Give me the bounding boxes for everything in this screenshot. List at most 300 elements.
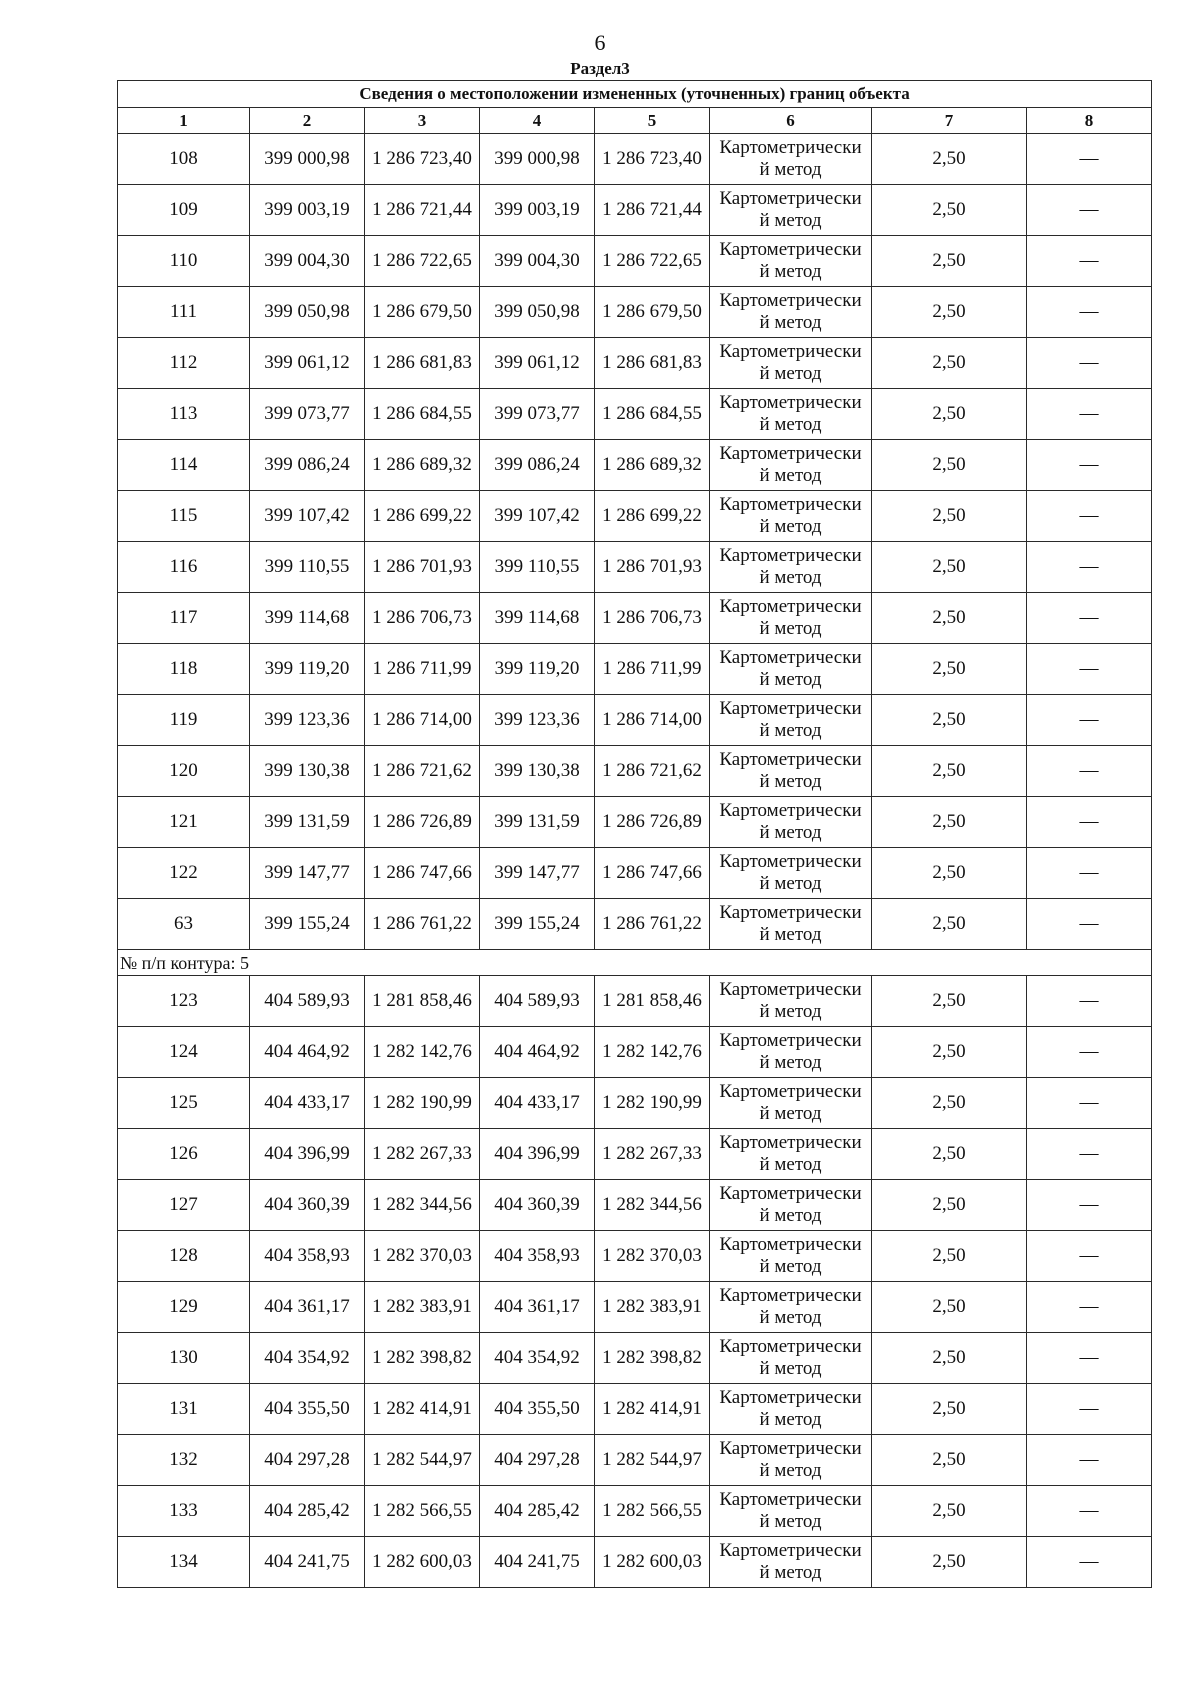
method-line-1: Картометрически	[719, 1336, 862, 1357]
table-row	[118, 1384, 1152, 1435]
accuracy-cell: 2,50	[872, 542, 1027, 593]
method-cell	[710, 1078, 872, 1129]
table-row	[118, 593, 1152, 644]
contour-label: № п/п контура: 5	[118, 950, 1152, 976]
method-line-1: Картометрически	[719, 1438, 862, 1459]
y-existing-cell: 1 282 544,97	[365, 1435, 480, 1486]
y-existing-cell: 1 282 383,91	[365, 1282, 480, 1333]
note-cell: —	[1027, 491, 1152, 542]
accuracy-cell: 2,50	[872, 440, 1027, 491]
table-row	[118, 491, 1152, 542]
accuracy-cell: 2,50	[872, 134, 1027, 185]
y-refined-cell: 1 282 370,03	[595, 1231, 710, 1282]
accuracy-cell: 2,50	[872, 593, 1027, 644]
table-row	[118, 134, 1152, 185]
x-refined-cell: 399 110,55	[480, 542, 595, 593]
method-line-2: й метод	[759, 924, 822, 945]
method-cell	[710, 644, 872, 695]
note-cell: —	[1027, 1435, 1152, 1486]
y-refined-cell: 1 286 721,44	[595, 185, 710, 236]
note-cell: —	[1027, 1231, 1152, 1282]
y-refined-cell: 1 286 747,66	[595, 848, 710, 899]
method-line-1: Картометрически	[719, 749, 862, 770]
method-line-1: Картометрически	[719, 1540, 862, 1561]
x-existing-cell: 404 433,17	[250, 1078, 365, 1129]
method-line-2: й метод	[759, 669, 822, 690]
method-line-1: Картометрически	[719, 1030, 862, 1051]
accuracy-cell: 2,50	[872, 1486, 1027, 1537]
method-line-1: Картометрически	[719, 698, 862, 719]
x-refined-cell: 404 355,50	[480, 1384, 595, 1435]
method-line-1: Картометрически	[719, 800, 862, 821]
section-title: Раздел3	[570, 59, 630, 78]
contour-group-1	[118, 134, 1152, 950]
accuracy-cell: 2,50	[872, 389, 1027, 440]
note-cell: —	[1027, 1129, 1152, 1180]
note-cell: —	[1027, 848, 1152, 899]
column-header: 1	[118, 108, 250, 134]
point-number-cell: 112	[118, 338, 250, 389]
method-cell	[710, 338, 872, 389]
method-line-2: й метод	[759, 159, 822, 180]
note-cell: —	[1027, 1078, 1152, 1129]
note-cell: —	[1027, 185, 1152, 236]
method-cell	[710, 542, 872, 593]
method-cell	[710, 1027, 872, 1078]
accuracy-cell: 2,50	[872, 287, 1027, 338]
method-line-1: Картометрически	[719, 979, 862, 1000]
note-cell: —	[1027, 976, 1152, 1027]
x-refined-cell: 399 073,77	[480, 389, 595, 440]
method-line-2: й метод	[759, 873, 822, 894]
point-number-cell: 109	[118, 185, 250, 236]
point-number-cell: 115	[118, 491, 250, 542]
y-existing-cell: 1 282 344,56	[365, 1180, 480, 1231]
accuracy-cell: 2,50	[872, 185, 1027, 236]
note-cell: —	[1027, 593, 1152, 644]
y-existing-cell: 1 286 723,40	[365, 134, 480, 185]
x-existing-cell: 404 241,75	[250, 1537, 365, 1588]
method-line-2: й метод	[759, 312, 822, 333]
column-header: 6	[710, 108, 872, 134]
table-row	[118, 899, 1152, 950]
method-line-1: Картометрически	[719, 443, 862, 464]
point-number-cell: 63	[118, 899, 250, 950]
method-line-1: Картометрически	[719, 494, 862, 515]
point-number-cell: 133	[118, 1486, 250, 1537]
note-cell: —	[1027, 1333, 1152, 1384]
y-refined-cell: 1 282 600,03	[595, 1537, 710, 1588]
y-existing-cell: 1 286 699,22	[365, 491, 480, 542]
method-line-2: й метод	[759, 1103, 822, 1124]
y-refined-cell: 1 286 714,00	[595, 695, 710, 746]
method-cell	[710, 134, 872, 185]
point-number-cell: 122	[118, 848, 250, 899]
y-existing-cell: 1 286 714,00	[365, 695, 480, 746]
y-refined-cell: 1 282 544,97	[595, 1435, 710, 1486]
x-refined-cell: 404 589,93	[480, 976, 595, 1027]
y-refined-cell: 1 286 689,32	[595, 440, 710, 491]
column-header-row	[118, 108, 1152, 134]
table-row	[118, 1078, 1152, 1129]
point-number-cell: 125	[118, 1078, 250, 1129]
table-row	[118, 1129, 1152, 1180]
accuracy-cell: 2,50	[872, 1435, 1027, 1486]
method-cell	[710, 899, 872, 950]
note-cell: —	[1027, 440, 1152, 491]
y-existing-cell: 1 286 726,89	[365, 797, 480, 848]
accuracy-cell: 2,50	[872, 1180, 1027, 1231]
accuracy-cell: 2,50	[872, 491, 1027, 542]
x-refined-cell: 404 433,17	[480, 1078, 595, 1129]
accuracy-cell: 2,50	[872, 1333, 1027, 1384]
accuracy-cell: 2,50	[872, 236, 1027, 287]
contour-row	[118, 950, 1152, 976]
method-line-1: Картометрически	[719, 137, 862, 158]
y-existing-cell: 1 286 679,50	[365, 287, 480, 338]
x-existing-cell: 404 360,39	[250, 1180, 365, 1231]
y-existing-cell: 1 286 681,83	[365, 338, 480, 389]
table-row	[118, 746, 1152, 797]
table-row	[118, 695, 1152, 746]
x-refined-cell: 404 354,92	[480, 1333, 595, 1384]
x-existing-cell: 399 004,30	[250, 236, 365, 287]
y-existing-cell: 1 286 747,66	[365, 848, 480, 899]
method-line-1: Картометрически	[719, 1387, 862, 1408]
method-cell	[710, 746, 872, 797]
point-number-cell: 117	[118, 593, 250, 644]
point-number-cell: 116	[118, 542, 250, 593]
note-cell: —	[1027, 134, 1152, 185]
y-refined-cell: 1 286 684,55	[595, 389, 710, 440]
x-existing-cell: 404 285,42	[250, 1486, 365, 1537]
x-existing-cell: 399 131,59	[250, 797, 365, 848]
y-existing-cell: 1 282 267,33	[365, 1129, 480, 1180]
x-refined-cell: 404 396,99	[480, 1129, 595, 1180]
y-existing-cell: 1 282 142,76	[365, 1027, 480, 1078]
method-line-2: й метод	[759, 1154, 822, 1175]
x-refined-cell: 399 114,68	[480, 593, 595, 644]
y-refined-cell: 1 282 344,56	[595, 1180, 710, 1231]
method-line-2: й метод	[759, 1358, 822, 1379]
y-existing-cell: 1 282 370,03	[365, 1231, 480, 1282]
table-row	[118, 1180, 1152, 1231]
method-line-1: Картометрически	[719, 545, 862, 566]
x-existing-cell: 404 355,50	[250, 1384, 365, 1435]
x-refined-cell: 399 119,20	[480, 644, 595, 695]
table-row	[118, 287, 1152, 338]
x-existing-cell: 399 155,24	[250, 899, 365, 950]
y-refined-cell: 1 286 681,83	[595, 338, 710, 389]
y-refined-cell: 1 286 761,22	[595, 899, 710, 950]
note-cell: —	[1027, 542, 1152, 593]
x-existing-cell: 399 086,24	[250, 440, 365, 491]
method-cell	[710, 236, 872, 287]
table-row	[118, 1435, 1152, 1486]
x-refined-cell: 399 000,98	[480, 134, 595, 185]
method-cell	[710, 1486, 872, 1537]
note-cell: —	[1027, 1486, 1152, 1537]
note-cell: —	[1027, 1180, 1152, 1231]
table-row	[118, 440, 1152, 491]
coordinates-table	[117, 80, 1152, 1588]
method-cell	[710, 389, 872, 440]
point-number-cell: 110	[118, 236, 250, 287]
table-row	[118, 1231, 1152, 1282]
column-header: 4	[480, 108, 595, 134]
method-cell	[710, 848, 872, 899]
x-existing-cell: 399 110,55	[250, 542, 365, 593]
y-existing-cell: 1 286 689,32	[365, 440, 480, 491]
y-existing-cell: 1 282 414,91	[365, 1384, 480, 1435]
x-existing-cell: 399 050,98	[250, 287, 365, 338]
method-cell	[710, 797, 872, 848]
method-line-2: й метод	[759, 618, 822, 639]
method-line-1: Картометрически	[719, 188, 862, 209]
point-number-cell: 129	[118, 1282, 250, 1333]
y-refined-cell: 1 282 414,91	[595, 1384, 710, 1435]
note-cell: —	[1027, 338, 1152, 389]
point-number-cell: 113	[118, 389, 250, 440]
method-line-1: Картометрически	[719, 596, 862, 617]
x-refined-cell: 399 147,77	[480, 848, 595, 899]
accuracy-cell: 2,50	[872, 1537, 1027, 1588]
note-cell: —	[1027, 746, 1152, 797]
x-existing-cell: 399 147,77	[250, 848, 365, 899]
y-existing-cell: 1 286 701,93	[365, 542, 480, 593]
x-refined-cell: 404 358,93	[480, 1231, 595, 1282]
method-line-1: Картометрически	[719, 1489, 862, 1510]
x-refined-cell: 404 360,39	[480, 1180, 595, 1231]
y-existing-cell: 1 286 761,22	[365, 899, 480, 950]
point-number-cell: 124	[118, 1027, 250, 1078]
x-existing-cell: 399 107,42	[250, 491, 365, 542]
y-existing-cell: 1 286 721,62	[365, 746, 480, 797]
y-existing-cell: 1 286 721,44	[365, 185, 480, 236]
method-line-2: й метод	[759, 822, 822, 843]
method-line-1: Картометрически	[719, 902, 862, 923]
note-cell: —	[1027, 1384, 1152, 1435]
method-cell	[710, 1537, 872, 1588]
y-refined-cell: 1 286 699,22	[595, 491, 710, 542]
accuracy-cell: 2,50	[872, 797, 1027, 848]
accuracy-cell: 2,50	[872, 338, 1027, 389]
column-header: 8	[1027, 108, 1152, 134]
table-row	[118, 185, 1152, 236]
method-line-2: й метод	[759, 1409, 822, 1430]
y-refined-cell: 1 282 190,99	[595, 1078, 710, 1129]
y-existing-cell: 1 286 706,73	[365, 593, 480, 644]
accuracy-cell: 2,50	[872, 695, 1027, 746]
note-cell: —	[1027, 899, 1152, 950]
y-refined-cell: 1 286 721,62	[595, 746, 710, 797]
method-line-2: й метод	[759, 1562, 822, 1583]
x-refined-cell: 399 131,59	[480, 797, 595, 848]
x-refined-cell: 399 130,38	[480, 746, 595, 797]
method-line-1: Картометрически	[719, 290, 862, 311]
accuracy-cell: 2,50	[872, 899, 1027, 950]
note-cell: —	[1027, 1027, 1152, 1078]
point-number-cell: 118	[118, 644, 250, 695]
accuracy-cell: 2,50	[872, 1129, 1027, 1180]
point-number-cell: 131	[118, 1384, 250, 1435]
table-row	[118, 1333, 1152, 1384]
table-row	[118, 1537, 1152, 1588]
table-row	[118, 976, 1152, 1027]
y-refined-cell: 1 286 711,99	[595, 644, 710, 695]
y-existing-cell: 1 286 684,55	[365, 389, 480, 440]
y-existing-cell: 1 281 858,46	[365, 976, 480, 1027]
x-existing-cell: 399 114,68	[250, 593, 365, 644]
method-line-2: й метод	[759, 1256, 822, 1277]
column-header: 7	[872, 108, 1027, 134]
accuracy-cell: 2,50	[872, 1231, 1027, 1282]
method-line-2: й метод	[759, 465, 822, 486]
note-cell: —	[1027, 287, 1152, 338]
x-existing-cell: 399 073,77	[250, 389, 365, 440]
accuracy-cell: 2,50	[872, 848, 1027, 899]
note-cell: —	[1027, 236, 1152, 287]
point-number-cell: 119	[118, 695, 250, 746]
method-cell	[710, 1231, 872, 1282]
method-cell	[710, 976, 872, 1027]
method-line-2: й метод	[759, 516, 822, 537]
method-cell	[710, 1435, 872, 1486]
table-row	[118, 644, 1152, 695]
x-existing-cell: 404 464,92	[250, 1027, 365, 1078]
y-existing-cell: 1 286 711,99	[365, 644, 480, 695]
y-refined-cell: 1 282 267,33	[595, 1129, 710, 1180]
x-refined-cell: 399 050,98	[480, 287, 595, 338]
accuracy-cell: 2,50	[872, 1027, 1027, 1078]
table-row	[118, 797, 1152, 848]
y-refined-cell: 1 286 701,93	[595, 542, 710, 593]
x-existing-cell: 404 297,28	[250, 1435, 365, 1486]
method-cell	[710, 1384, 872, 1435]
method-cell	[710, 1282, 872, 1333]
method-cell	[710, 1129, 872, 1180]
method-line-1: Картометрически	[719, 239, 862, 260]
point-number-cell: 123	[118, 976, 250, 1027]
table-row	[118, 848, 1152, 899]
point-number-cell: 114	[118, 440, 250, 491]
x-refined-cell: 399 155,24	[480, 899, 595, 950]
y-refined-cell: 1 286 679,50	[595, 287, 710, 338]
column-header: 2	[250, 108, 365, 134]
x-refined-cell: 404 361,17	[480, 1282, 595, 1333]
point-number-cell: 111	[118, 287, 250, 338]
point-number-cell: 121	[118, 797, 250, 848]
point-number-cell: 120	[118, 746, 250, 797]
x-refined-cell: 399 003,19	[480, 185, 595, 236]
note-cell: —	[1027, 797, 1152, 848]
accuracy-cell: 2,50	[872, 976, 1027, 1027]
accuracy-cell: 2,50	[872, 1078, 1027, 1129]
point-number-cell: 127	[118, 1180, 250, 1231]
table-row	[118, 389, 1152, 440]
point-number-cell: 128	[118, 1231, 250, 1282]
x-existing-cell: 399 123,36	[250, 695, 365, 746]
method-line-2: й метод	[759, 261, 822, 282]
point-number-cell: 126	[118, 1129, 250, 1180]
accuracy-cell: 2,50	[872, 746, 1027, 797]
note-cell: —	[1027, 695, 1152, 746]
method-line-2: й метод	[759, 363, 822, 384]
method-line-2: й метод	[759, 567, 822, 588]
y-refined-cell: 1 286 722,65	[595, 236, 710, 287]
method-line-2: й метод	[759, 414, 822, 435]
note-cell: —	[1027, 644, 1152, 695]
method-line-2: й метод	[759, 1460, 822, 1481]
method-cell	[710, 1333, 872, 1384]
method-line-2: й метод	[759, 210, 822, 231]
contour-group-2	[118, 976, 1152, 1588]
method-line-1: Картометрически	[719, 392, 862, 413]
method-line-1: Картометрически	[719, 647, 862, 668]
table-row	[118, 236, 1152, 287]
x-refined-cell: 399 061,12	[480, 338, 595, 389]
x-refined-cell: 399 086,24	[480, 440, 595, 491]
method-line-1: Картометрически	[719, 1234, 862, 1255]
y-refined-cell: 1 282 142,76	[595, 1027, 710, 1078]
x-existing-cell: 399 061,12	[250, 338, 365, 389]
x-refined-cell: 399 123,36	[480, 695, 595, 746]
method-cell	[710, 491, 872, 542]
accuracy-cell: 2,50	[872, 1282, 1027, 1333]
method-cell	[710, 185, 872, 236]
method-line-1: Картометрически	[719, 341, 862, 362]
x-refined-cell: 404 285,42	[480, 1486, 595, 1537]
y-refined-cell: 1 286 723,40	[595, 134, 710, 185]
point-number-cell: 132	[118, 1435, 250, 1486]
method-line-1: Картометрически	[719, 851, 862, 872]
table-row	[118, 1486, 1152, 1537]
column-header: 5	[595, 108, 710, 134]
point-number-cell: 130	[118, 1333, 250, 1384]
method-line-2: й метод	[759, 1001, 822, 1022]
y-refined-cell: 1 282 398,82	[595, 1333, 710, 1384]
x-refined-cell: 399 004,30	[480, 236, 595, 287]
y-refined-cell: 1 281 858,46	[595, 976, 710, 1027]
point-number-cell: 108	[118, 134, 250, 185]
x-existing-cell: 399 000,98	[250, 134, 365, 185]
column-header: 3	[365, 108, 480, 134]
method-line-2: й метод	[759, 771, 822, 792]
method-line-2: й метод	[759, 1052, 822, 1073]
y-existing-cell: 1 282 190,99	[365, 1078, 480, 1129]
note-cell: —	[1027, 389, 1152, 440]
x-existing-cell: 404 358,93	[250, 1231, 365, 1282]
method-line-1: Картометрически	[719, 1081, 862, 1102]
method-cell	[710, 287, 872, 338]
page-number: 6	[594, 30, 606, 55]
method-line-2: й метод	[759, 720, 822, 741]
method-line-2: й метод	[759, 1307, 822, 1328]
y-refined-cell: 1 286 726,89	[595, 797, 710, 848]
method-cell	[710, 593, 872, 644]
y-refined-cell: 1 282 383,91	[595, 1282, 710, 1333]
point-number-cell: 134	[118, 1537, 250, 1588]
table-row	[118, 1027, 1152, 1078]
x-existing-cell: 404 354,92	[250, 1333, 365, 1384]
note-cell: —	[1027, 1537, 1152, 1588]
method-line-2: й метод	[759, 1511, 822, 1532]
x-existing-cell: 399 003,19	[250, 185, 365, 236]
y-existing-cell: 1 286 722,65	[365, 236, 480, 287]
x-refined-cell: 404 241,75	[480, 1537, 595, 1588]
table-title: Сведения о местоположении измененных (уточненных) границ объекта	[118, 81, 1152, 108]
x-existing-cell: 399 130,38	[250, 746, 365, 797]
